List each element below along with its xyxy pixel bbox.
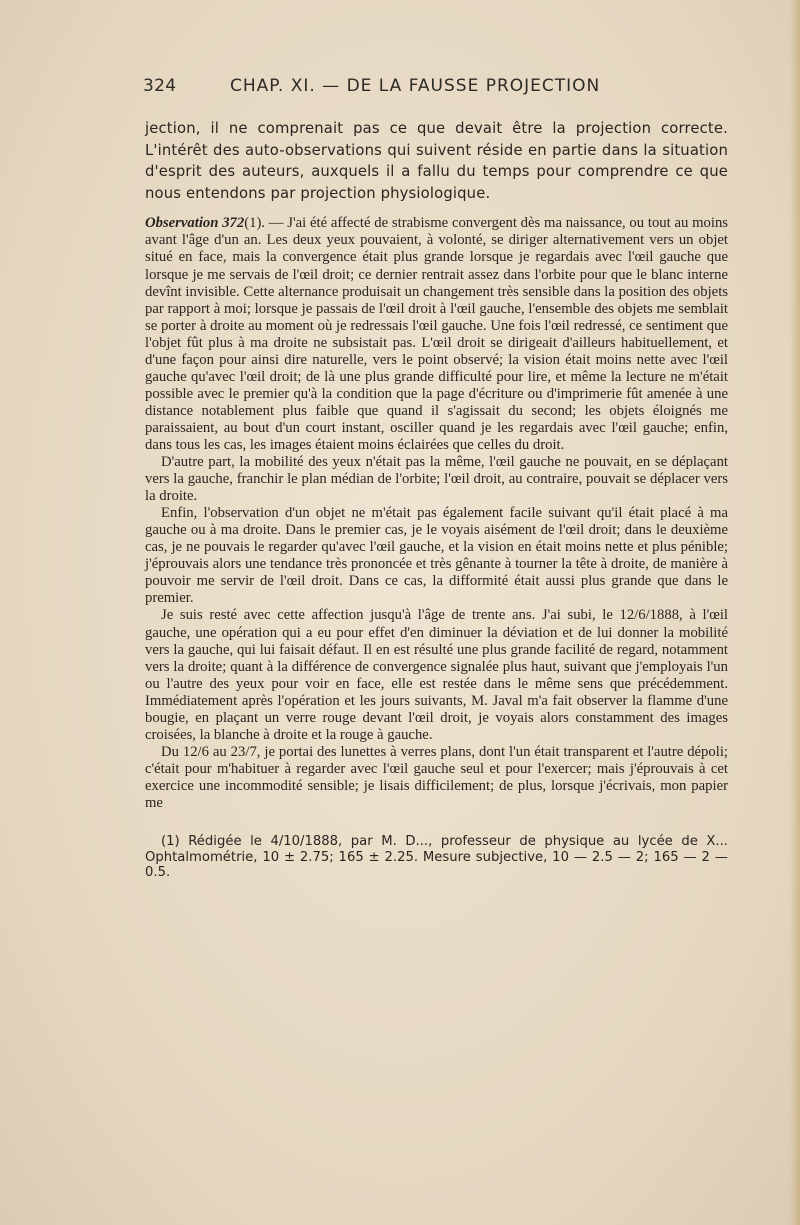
footnote: (1) Rédigée le 4/10/1888, par M. D..., professeur de physique au lycée de X... Ophtalmométrie, 10 ± 2.75; 165 ± 2.25. Mesure subjective, 10 — 2.5 — 2; 165 — 2 — 0.5. (145, 834, 728, 881)
page-header (143, 76, 743, 102)
footnote-reference: (1). (244, 215, 266, 232)
paragraph-observation: Enfin, l'observation d'un objet ne m'était pas également facile suivant qu'il était placé à ma gauche ou à ma droite. Dans le premier cas, je le voyais aisément de l'œil droit; dans le deuxième cas, je ne pouvais le regarder qu'avec l'œil gauche, et la vision en était moins nette et plus pénible; j'éprouvais alors une tendance très prononcée et très gênante à tourner la tête à droite, de manière à pouvoir me servir de l'œil droit. Dans ce cas, la difformité était aussi plus grande que dans le premier. (145, 505, 728, 607)
paragraph-operation: Je suis resté avec cette affection jusqu'à l'âge de trente ans. J'ai subi, le 12/6/1888, à l'œil gauche, une opération qui a eu pour effet d'en diminuer la déviation et de lui donner la mobilité vers la gauche, qui lui faisait défaut. Il en est résulté une plus grande facilité de regard, notamment vers la droite; quant à la différence de convergence signalée plus haut, suivant que j'employais l'un ou l'autre des yeux pour voir en face, elle est restée dans le même sens que précédemment. Immédiatement après l'opération et les jours suivants, M. Javal m'a fait observer la flamme d'une bougie, en plaçant un verre rouge devant l'œil droit, je voyais alors constamment des images croisées, la blanche à droite et la rouge à gauche. (145, 607, 728, 743)
observation-paragraph (145, 215, 728, 454)
page-edge-shadow (790, 0, 800, 1225)
paragraph-mobility: D'autre part, la mobilité des yeux n'était pas la même, l'œil gauche ne pouvait, en se déplaçant vers la gauche, franchir le plan médian de l'orbite; l'œil droit, au contraire, pouvait se déplacer vers la droite. (145, 454, 728, 505)
paragraph-lenses: Du 12/6 au 23/7, je portai des lunettes à verres plans, dont l'un était transparent et l'autre dépoli; c'était pour m'habituer à regarder avec l'œil gauche seul et pour l'exercer; mais j'éprouvais à cet exercice une incommodité sensible; je lisais difficilement; de plus, lorsque j'écrivais, mon papier me (145, 743, 728, 811)
intro-paragraph: jection, il ne comprenait pas ce que devait être la projection correcte. L'intérêt des auto-observations qui suivent réside en partie dans la situation d'esprit des auteurs, auxquels il a fallu du temps pour comprendre ce que nous entendons par projection physiologique. (145, 120, 728, 202)
main-text (145, 118, 728, 881)
running-head: CHAP. XI. — DE LA FAUSSE PROJECTION (230, 76, 601, 96)
page-number: 324 (143, 76, 177, 96)
observation-title: Observation 372 (145, 215, 245, 232)
observation-text: — J'ai été affecté de strabisme convergent dès ma naissance, ou tout au moins avant l'âge d'un an. Les deux yeux pouvaient, à volonté, se diriger alternativement vers un objet situé en face, mais la convergence était plus grande lorsque je regardais avec l'œil gauche que lorsque je me servais de l'œil droit; ce dernier rentrait assez dans l'orbite pour que le blanc interne devînt invisible. Cette alternance produisait un changement très sensible dans la position des objets par rapport à moi; lorsque je passais de l'œil droit à l'œil gauche, l'ensemble des objets me semblait se porter à droite au moment où je redressais l'œil gauche. Une fois l'œil redressé, ce sentiment que l'objet fût plus à ma droite ne subsistait pas. L'œil droit se dirigeait d'ailleurs habituellement, et d'une façon pour ainsi dire naturelle, vers le point observé; la vision était moins nette avec l'œil gauche qu'avec l'œil droit; de là une plus grande difficulté pour lire, et même la lecture ne m'était possible avec le premier qu'à la condition que la page d'écriture ou d'imprimerie fût amenée à une distance notablement plus faible que quand il s'agissait du second; les objets éloignés me paraissaient, au bout d'un court instant, osciller quand je les regardais avec l'œil gauche; enfin, dans tous les cas, les images étaient moins éclairées que celles du droit. (145, 215, 729, 453)
